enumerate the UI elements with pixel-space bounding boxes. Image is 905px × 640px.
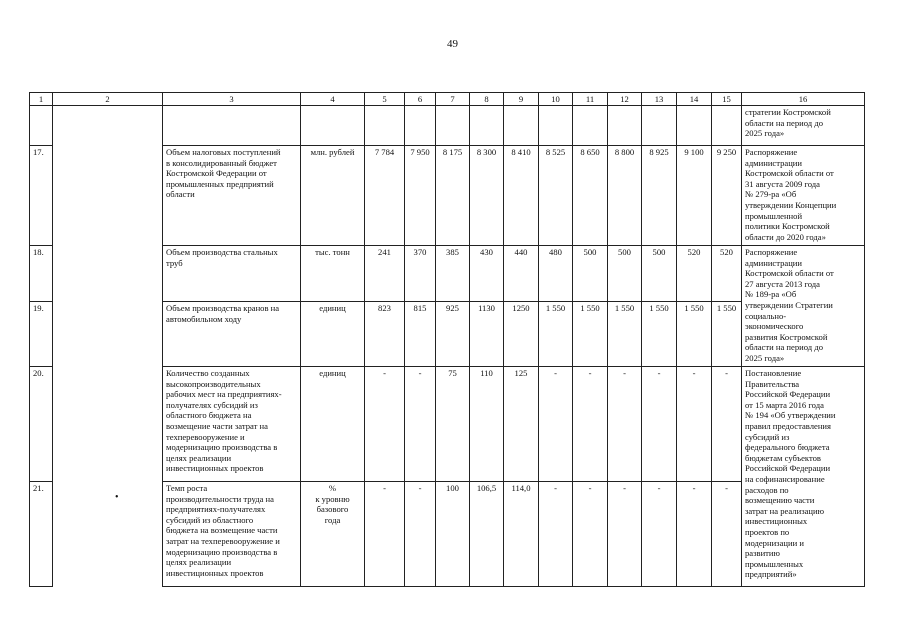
- value-cell: 1 550: [642, 302, 677, 367]
- value-cell: 8 300: [470, 146, 504, 246]
- header-cell: 6: [405, 93, 436, 106]
- document-cell: Постановление Правительства Российской Федерации от 15 марта 2016 года № 194 «Об утверждении правил предоставления субсидий из федерального бюджета бюджетам субъектов Российской Федерации на софинансирование расходов по возмещению части затрат на реализацию инвестиционных проектов по модернизации и развитию промышленных предприятий»: [742, 367, 865, 587]
- value-cell: 480: [539, 246, 573, 302]
- unit-cell: тыс. тонн: [301, 246, 365, 302]
- header-cell: 8: [470, 93, 504, 106]
- document-cell: стратегии Костромской области на период до 2025 года»: [742, 106, 865, 146]
- header-cell: 4: [301, 93, 365, 106]
- value-cell: 430: [470, 246, 504, 302]
- indicator-name: Количество созданных высокопроизводительных рабочих мест на предприятиях- получателях субсидий из областного бюджета на возмещение части затрат на техперевооружение и модернизацию производства в целях реализации инвестиционных проектов: [163, 367, 301, 482]
- value-cell: 500: [608, 246, 642, 302]
- value-cell: -: [712, 482, 742, 587]
- header-cell: 1: [30, 93, 53, 106]
- value-cell: -: [539, 482, 573, 587]
- header-cell: 14: [677, 93, 712, 106]
- value-cell: -: [573, 482, 608, 587]
- document-cell: Распоряжение администрации Костромской области от 27 августа 2013 года № 189-ра «Об утверждении Стратегии социально- экономического развития Костромской области на период до 2025 года»: [742, 246, 865, 367]
- value-cell: 500: [642, 246, 677, 302]
- value-cell: 1 550: [712, 302, 742, 367]
- value-cell: 7 784: [365, 146, 405, 246]
- header-cell: 13: [642, 93, 677, 106]
- stray-mark: •: [115, 492, 119, 503]
- header-cell: 16: [742, 93, 865, 106]
- value-cell: 8 800: [608, 146, 642, 246]
- value-cell: 125: [504, 367, 539, 482]
- value-cell: -: [677, 482, 712, 587]
- table-row: [30, 106, 865, 146]
- unit-cell: % к уровню базового года: [301, 482, 365, 587]
- header-cell: 10: [539, 93, 573, 106]
- value-cell: 114,0: [504, 482, 539, 587]
- indicators-table: [29, 92, 865, 587]
- value-cell: 1130: [470, 302, 504, 367]
- value-cell: -: [608, 482, 642, 587]
- header-cell: 7: [436, 93, 470, 106]
- header-cell: 3: [163, 93, 301, 106]
- row-number: 19.: [30, 302, 53, 367]
- value-cell: 8 525: [539, 146, 573, 246]
- row-number: 20.: [30, 367, 53, 482]
- value-cell: -: [405, 482, 436, 587]
- value-cell: 9 250: [712, 146, 742, 246]
- value-cell: -: [642, 482, 677, 587]
- header-cell: 11: [573, 93, 608, 106]
- value-cell: 8 925: [642, 146, 677, 246]
- value-cell: 100: [436, 482, 470, 587]
- header-cell: 2: [53, 93, 163, 106]
- value-cell: 925: [436, 302, 470, 367]
- value-cell: 815: [405, 302, 436, 367]
- value-cell: 8 410: [504, 146, 539, 246]
- value-cell: 823: [365, 302, 405, 367]
- value-cell: -: [608, 367, 642, 482]
- value-cell: -: [573, 367, 608, 482]
- value-cell: 1 550: [573, 302, 608, 367]
- value-cell: 110: [470, 367, 504, 482]
- value-cell: -: [712, 367, 742, 482]
- header-cell: 5: [365, 93, 405, 106]
- indicator-name: Объем налоговых поступлений в консолидированный бюджет Костромской Федерации от промышленных предприятий области: [163, 146, 301, 246]
- value-cell: 1250: [504, 302, 539, 367]
- indicator-name: Темп роста производительности труда на предприятиях-получателях субсидий из областного бюджета на возмещение части затрат на техперевооружение и модернизацию производства в целях реализации инвестиционных проектов: [163, 482, 301, 587]
- row-number: 21.: [30, 482, 53, 587]
- table-row: [30, 146, 865, 246]
- value-cell: 9 100: [677, 146, 712, 246]
- value-cell: 500: [573, 246, 608, 302]
- value-cell: 106,5: [470, 482, 504, 587]
- value-cell: 1 550: [677, 302, 712, 367]
- value-cell: 385: [436, 246, 470, 302]
- header-cell: 9: [504, 93, 539, 106]
- page-number: 49: [447, 38, 458, 50]
- value-cell: -: [539, 367, 573, 482]
- value-cell: 1 550: [608, 302, 642, 367]
- unit-cell: единиц: [301, 367, 365, 482]
- value-cell: -: [365, 367, 405, 482]
- value-cell: 7 950: [405, 146, 436, 246]
- value-cell: -: [405, 367, 436, 482]
- value-cell: -: [642, 367, 677, 482]
- header-row: [30, 93, 865, 106]
- unit-cell: млн. рублей: [301, 146, 365, 246]
- value-cell: -: [365, 482, 405, 587]
- unit-cell: единиц: [301, 302, 365, 367]
- value-cell: -: [677, 367, 712, 482]
- value-cell: 370: [405, 246, 436, 302]
- row-number: 18.: [30, 246, 53, 302]
- value-cell: 8 175: [436, 146, 470, 246]
- row-number: 17.: [30, 146, 53, 246]
- value-cell: 520: [712, 246, 742, 302]
- value-cell: 75: [436, 367, 470, 482]
- indicator-name: Объем производства стальных труб: [163, 246, 301, 302]
- value-cell: 8 650: [573, 146, 608, 246]
- value-cell: 520: [677, 246, 712, 302]
- indicator-name: Объем производства кранов на автомобильном ходу: [163, 302, 301, 367]
- value-cell: 440: [504, 246, 539, 302]
- value-cell: 1 550: [539, 302, 573, 367]
- header-cell: 12: [608, 93, 642, 106]
- document-cell: Распоряжение администрации Костромской области от 31 августа 2009 года № 279-ра «Об утверждении Концепции промышленной политики Костромской области до 2020 года»: [742, 146, 865, 246]
- value-cell: 241: [365, 246, 405, 302]
- header-cell: 15: [712, 93, 742, 106]
